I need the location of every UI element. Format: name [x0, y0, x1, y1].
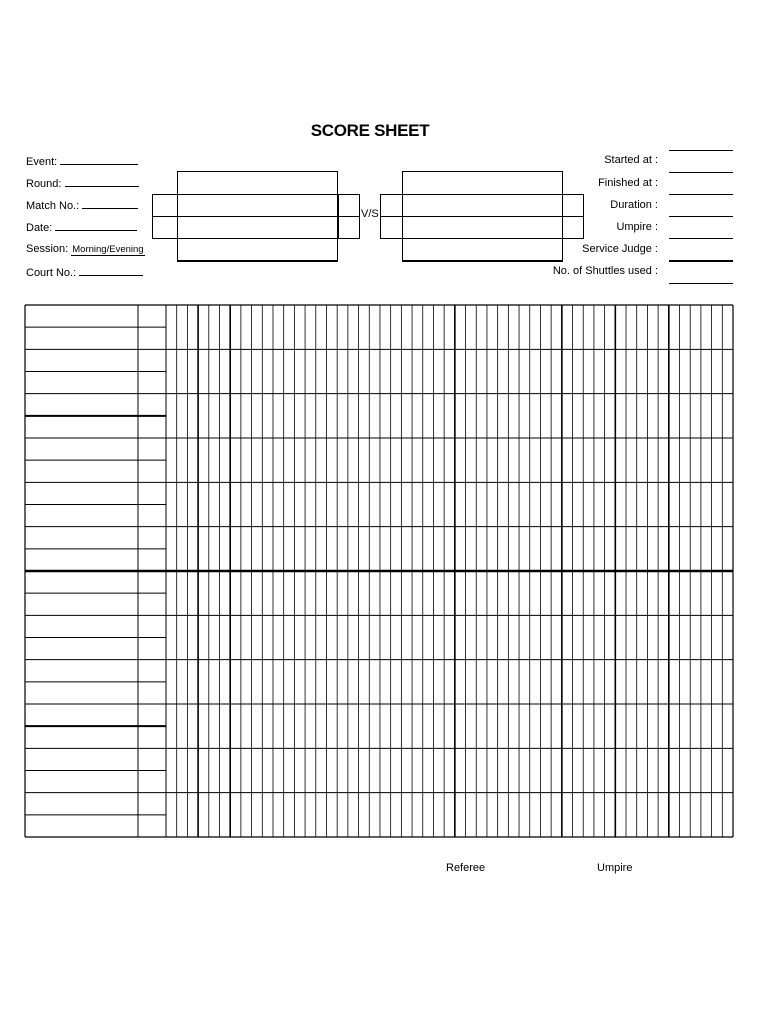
date-label: Date: — [26, 222, 53, 234]
page-title: SCORE SHEET — [310, 121, 430, 140]
finished-at-label: Finished at : — [598, 177, 658, 189]
session-value: Morning/Evening — [72, 244, 144, 255]
session-label: Session: — [26, 243, 69, 255]
shuttles-used-label: No. of Shuttles used : — [552, 265, 658, 277]
referee-signature-label: Referee — [446, 862, 486, 874]
match-no-label: Match No.: — [26, 200, 80, 212]
service-judge-label: Service Judge : — [582, 243, 658, 255]
round-label: Round: — [26, 178, 62, 190]
event-label: Event: — [26, 156, 58, 168]
versus-label: V/S — [361, 208, 379, 220]
umpire-signature-label: Umpire — [597, 862, 633, 874]
duration-label: Duration : — [610, 199, 658, 211]
court-no-label: Court No.: — [26, 267, 77, 279]
umpire-label: Umpire : — [616, 221, 658, 233]
started-at-label: Started at : — [604, 154, 658, 166]
